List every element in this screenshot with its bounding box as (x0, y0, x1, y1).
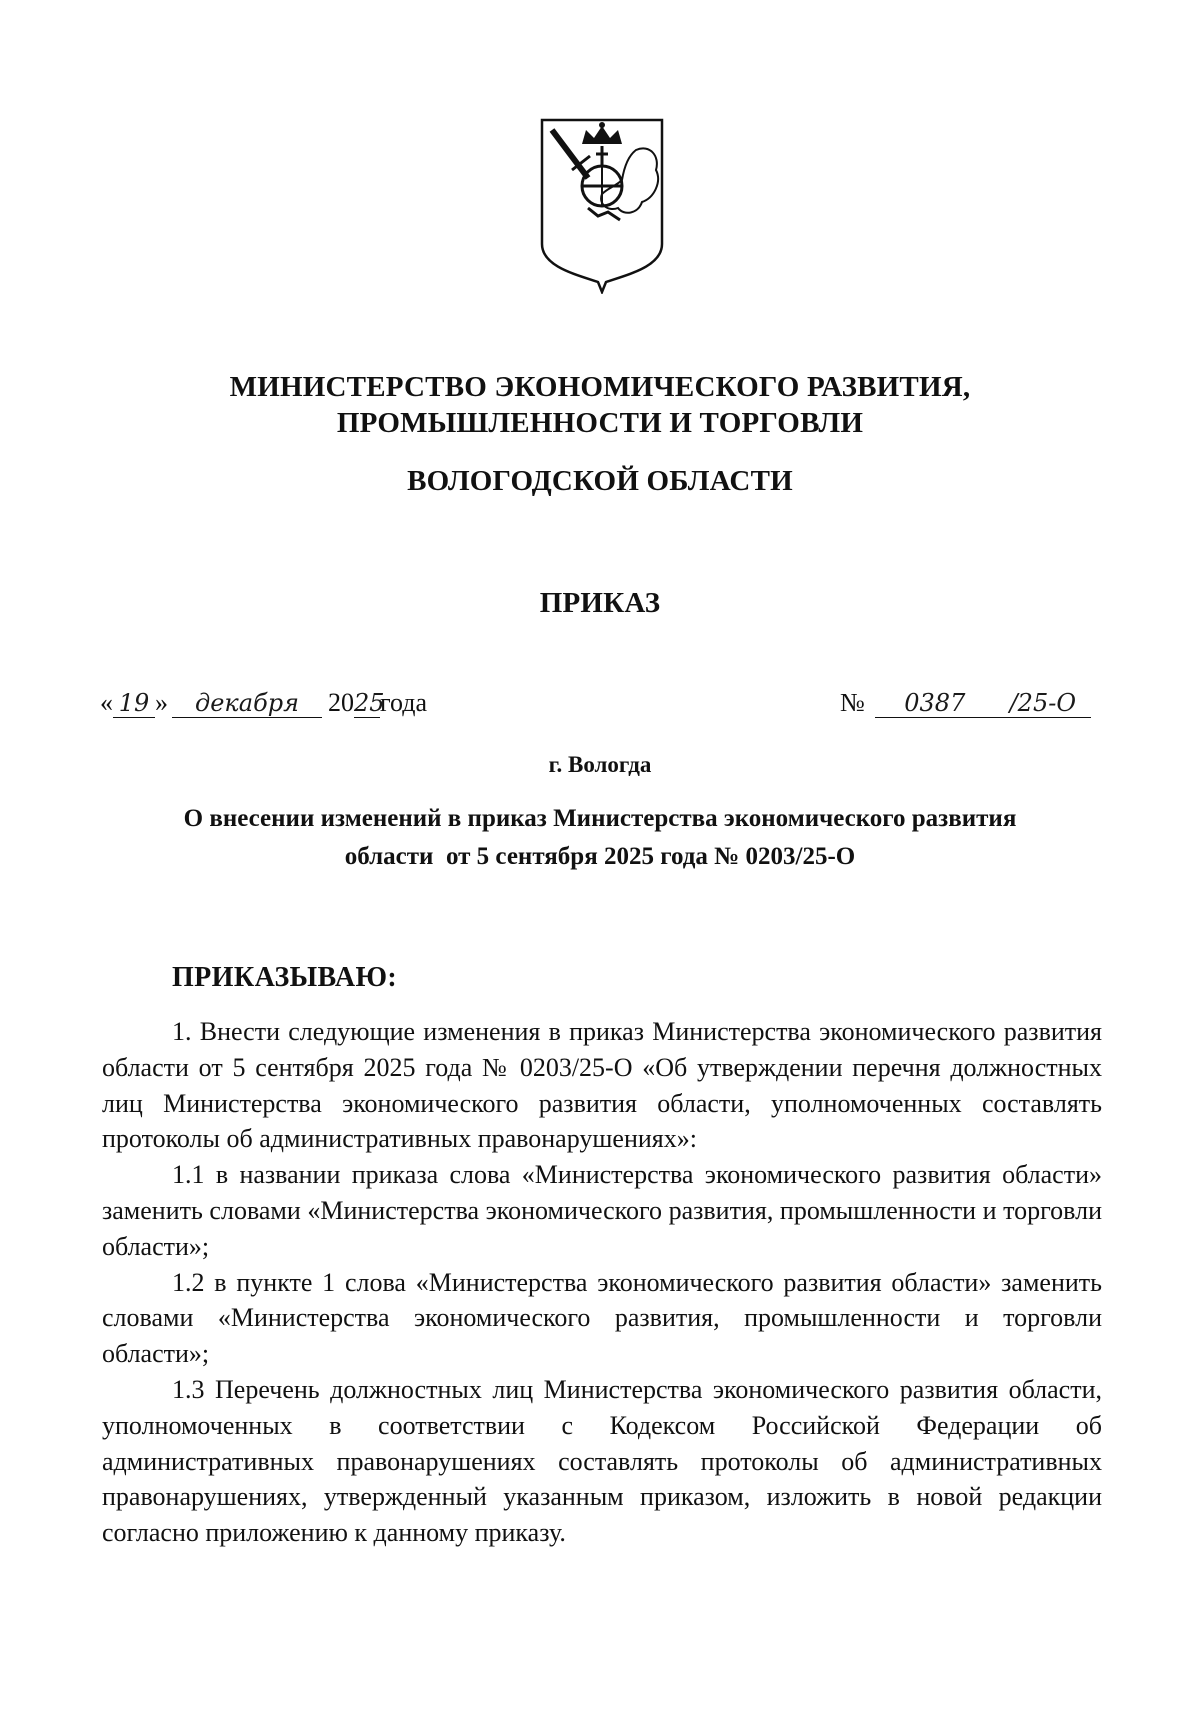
region-name: ВОЛОГОДСКОЙ ОБЛАСТИ (407, 465, 793, 497)
subject-line-1: О внесении изменений в приказ Министерства экономического развития (183, 805, 1017, 832)
paragraph-1-3: 1.3 Перечень должностных лиц Министерства экономического развития области, уполномоченных в соответствии с Кодексом Российской Федерации об административных правонарушениях составлять протоколы об административных правонарушениях, утвержденный указанным приказом, изложить в новой редакции согласно приложению к данному приказу. (102, 1374, 1102, 1548)
document-type: ПРИКАЗ (539, 587, 661, 619)
number-sign: № (840, 688, 865, 717)
date-month: декабря (172, 689, 322, 718)
paragraph-1: 1. Внести следующие изменения в приказ Министерства экономического развития области от 5 сентября 2025 года № 0203/25-О «Об утверждении перечня должностных лиц Министерства экономического развития области, уполномоченных составлять протоколы об административных правонарушениях»: (102, 1017, 1102, 1154)
date-year-prefix: 20 (328, 688, 354, 717)
ministry-line-1: МИНИСТЕРСТВО ЭКОНОМИЧЕСКОГО РАЗВИТИЯ, (229, 371, 971, 403)
date-year-word: года (380, 688, 428, 717)
number-part-2: /25-О (995, 689, 1091, 718)
order-directive: ПРИКАЗЫВАЮ: (172, 962, 398, 993)
paragraph-1-2: 1.2 в пункте 1 слова «Министерства экономического развития области» заменить словами «Министерства экономического развития, промышленности и торговли области»; (102, 1267, 1102, 1369)
date-close-quote: » (155, 688, 168, 717)
subject-line-2: области от 5 сентября 2025 года № 0203/25-О (344, 843, 856, 870)
city: г. Вологда (548, 752, 652, 777)
order-body (102, 1014, 1102, 1551)
order-number (840, 688, 1091, 718)
date-open-quote: « (100, 688, 113, 717)
ministry-name (100, 369, 1100, 441)
date-year-suffix: 25 (354, 689, 385, 717)
date-day: 19 (113, 689, 155, 718)
number-part-1: 0387 (875, 689, 995, 718)
ministry-line-2: ПРОМЫШЛЕННОСТИ И ТОРГОВЛИ (336, 407, 864, 439)
coat-of-arms-emblem (538, 116, 666, 294)
order-date (100, 688, 427, 718)
order-subject (100, 800, 1100, 876)
paragraph-1-1: 1.1 в названии приказа слова «Министерства экономического развития области» заменить словами «Министерства экономического развития, промышленности и торговли области»; (102, 1160, 1102, 1261)
